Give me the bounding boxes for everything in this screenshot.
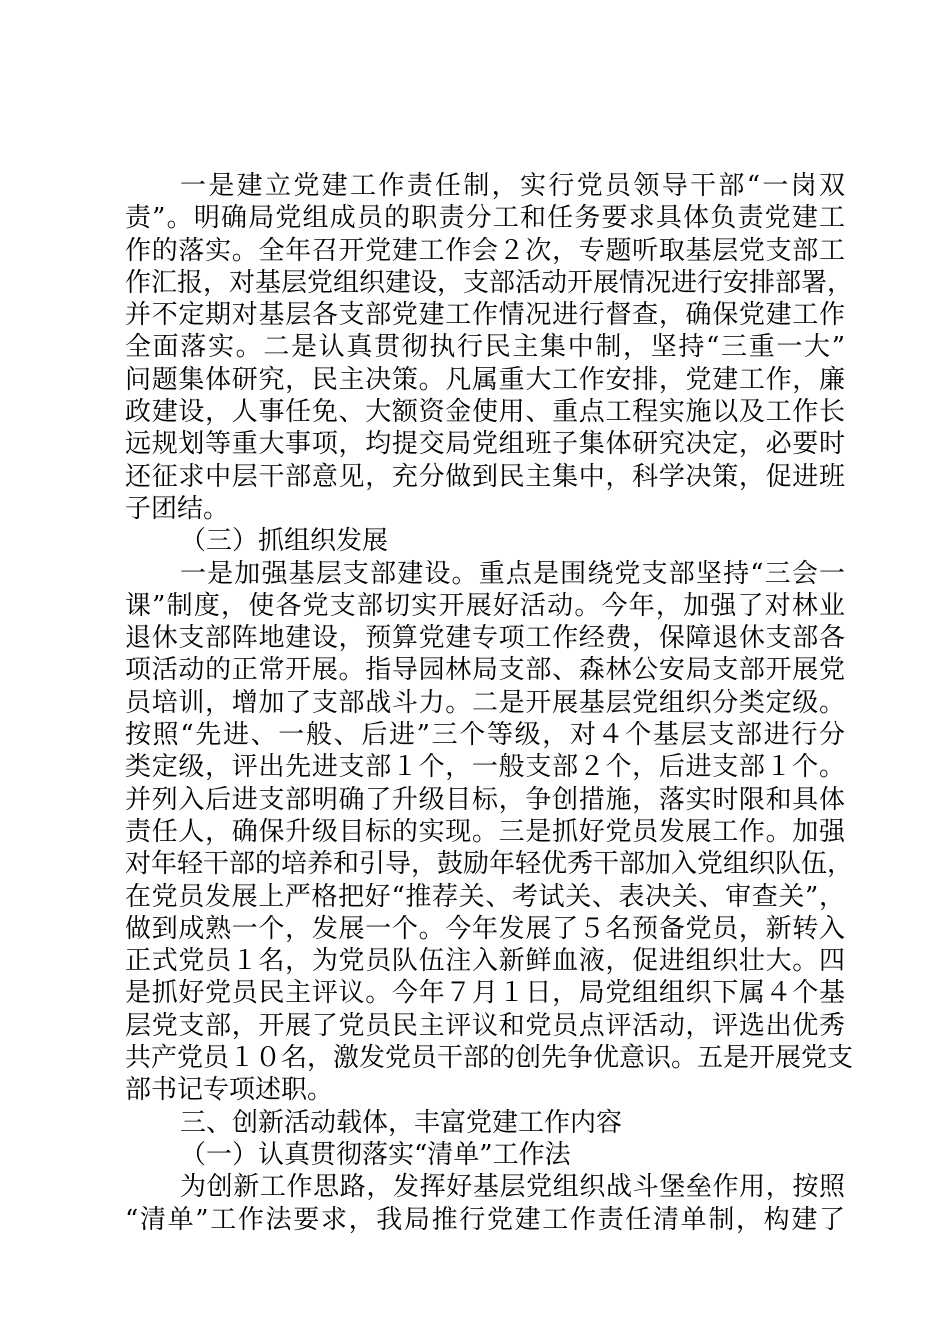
section-heading: 三、创新活动载体，丰富党建工作内容 [180, 1107, 623, 1138]
paragraph-line: 并列入后进支部明确了升级目标，争创措施，落实时限和具体 [125, 784, 845, 815]
paragraph-line: 远规划等重大事项，均提交局党组班子集体研究决定，必要时 [125, 429, 845, 460]
paragraph-line: “清单”工作法要求，我局推行党建工作责任清单制，构建了 [125, 1204, 845, 1235]
paragraph-line: 一是建立党建工作责任制，实行党员领导干部“一岗双 [180, 171, 845, 201]
paragraph-line: 为创新工作思路，发挥好基层党组织战斗堡垒作用，按照 [180, 1172, 845, 1203]
paragraph-line: 还征求中层干部意见，充分做到民主集中，科学决策，促进班 [125, 461, 845, 492]
paragraph-line: 问题集体研究，民主决策。凡属重大工作安排，党建工作，廉 [125, 364, 845, 395]
paragraph-line: 项活动的正常开展。指导园林局支部、森林公安局支部开展党 [125, 655, 845, 686]
paragraph-line: 并不定期对基层各支部党建工作情况进行督查，确保党建工作 [125, 300, 845, 331]
paragraph-line: 员培训，增加了支部战斗力。二是开展基层党组织分类定级。 [125, 687, 845, 718]
paragraph-line: 一是加强基层支部建设。重点是围绕党支部坚持“三会一 [180, 558, 845, 589]
paragraph-line: 作汇报，对基层党组织建设，支部活动开展情况进行安排部署， [125, 267, 854, 298]
paragraph-line: 在党员发展上严格把好“推荐关、考试关、表决关、审查关”， [125, 881, 845, 912]
paragraph-line: 共产党员１０名，激发党员干部的创先争优意识。五是开展党支 [125, 1043, 854, 1074]
paragraph-line: 层党支部，开展了党员民主评议和党员点评活动，评选出优秀 [125, 1010, 845, 1041]
paragraph-line: 政建设，人事任免、大额资金使用、重点工程实施以及工作长 [125, 397, 845, 428]
document-body [125, 170, 854, 1236]
paragraph-line: 责任人，确保升级目标的实现。三是抓好党员发展工作。加强 [125, 816, 845, 847]
paragraph-line: 责”。明确局党组成员的职责分工和任务要求具体负责党建工 [125, 203, 845, 234]
paragraph-line: 类定级，评出先进支部１个，一般支部２个，后进支部１个。 [125, 752, 845, 783]
paragraph-line: 是抓好党员民主评议。今年７月１日，局党组组织下属４个基 [125, 978, 845, 1009]
paragraph-line: 子团结。 [125, 493, 230, 524]
subsection-heading: （一）认真贯彻落实“清单”工作法 [180, 1139, 571, 1170]
paragraph-line: 做到成熟一个，发展一个。今年发展了５名预备党员，新转入 [125, 913, 845, 944]
paragraph-line: 课”制度，使各党支部切实开展好活动。今年，加强了对林业 [125, 590, 845, 621]
paragraph-line: 部书记专项述职。 [125, 1075, 334, 1106]
paragraph-line: 退休支部阵地建设，预算党建专项工作经费，保障退休支部各 [125, 623, 845, 654]
paragraph-line: 全面落实。二是认真贯彻执行民主集中制，坚持“三重一大” [125, 332, 845, 363]
section-heading: （三）抓组织发展 [180, 526, 389, 557]
paragraph-line: 作的落实。全年召开党建工作会２次，专题听取基层党支部工 [125, 235, 845, 266]
paragraph-line: 按照“先进、一般、后进”三个等级，对４个基层支部进行分 [125, 720, 845, 751]
paragraph-line: 正式党员１名，为党员队伍注入新鲜血液，促进组织壮大。四 [125, 946, 845, 977]
paragraph-line: 对年轻干部的培养和引导，鼓励年轻优秀干部加入党组织队伍， [125, 849, 854, 880]
